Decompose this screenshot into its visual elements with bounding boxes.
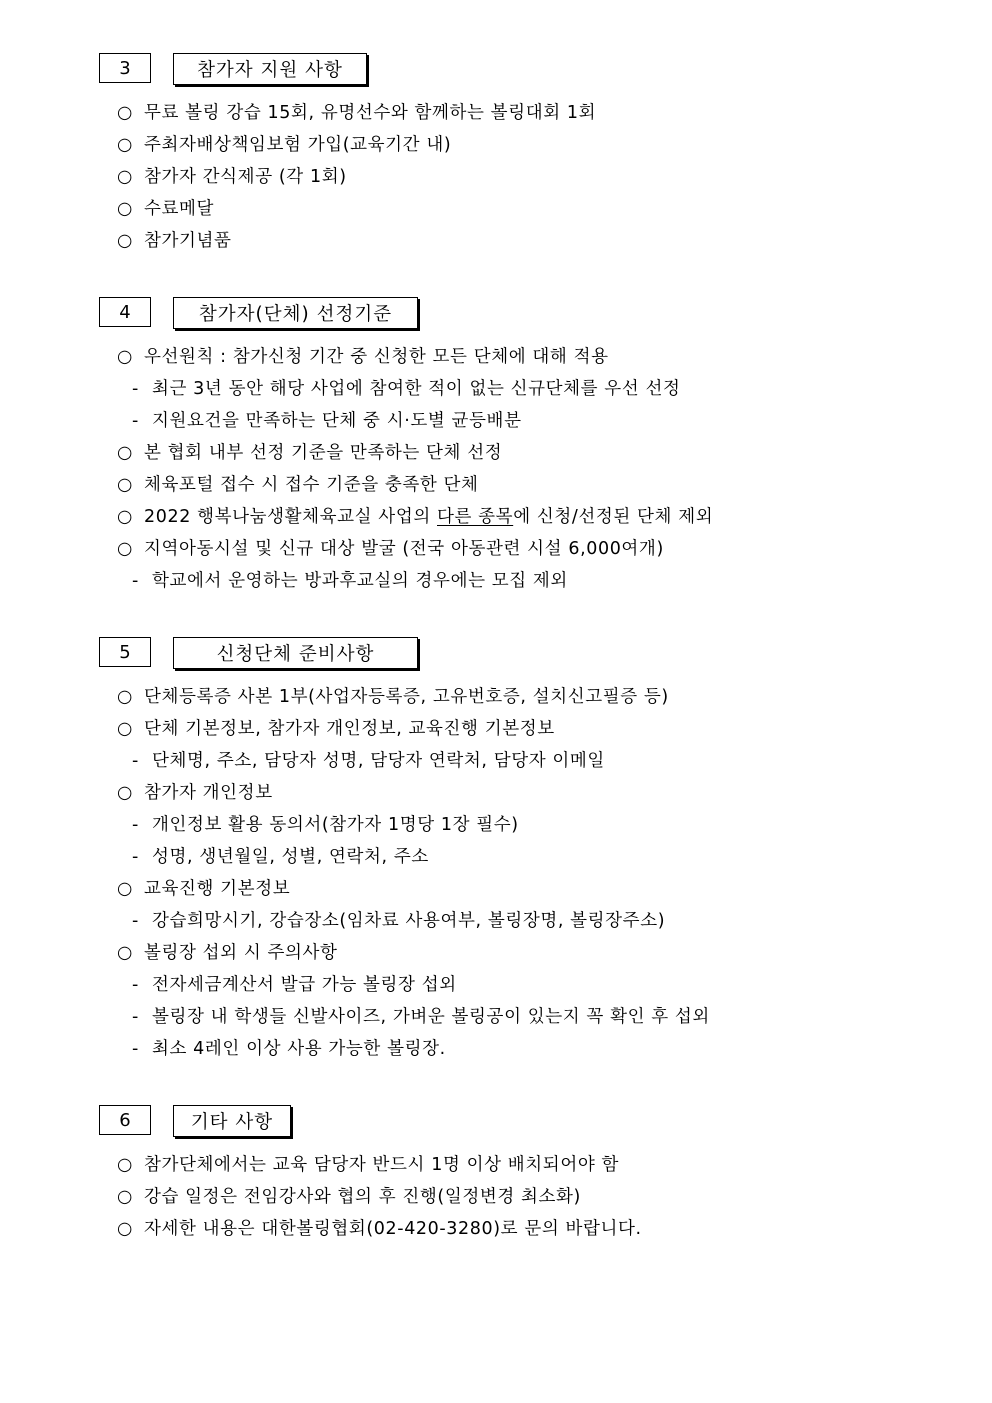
- circle-bullet-icon: ○: [117, 135, 133, 155]
- list-item: ○ 단체 기본정보, 참가자 개인정보, 교육진행 기본정보: [0, 713, 992, 745]
- dash-bullet-icon: -: [132, 751, 139, 771]
- section-items: [0, 1149, 992, 1245]
- section-title: 신청단체 준비사항: [173, 637, 418, 669]
- circle-bullet-icon: ○: [117, 719, 133, 739]
- circle-bullet-icon: ○: [117, 943, 133, 963]
- circle-bullet-icon: ○: [117, 1187, 133, 1207]
- list-item: ○ 우선원칙 : 참가신청 기간 중 신청한 모든 단체에 대해 적용: [0, 341, 992, 373]
- underlined-text: 다른 종목: [437, 507, 514, 527]
- circle-bullet-icon: ○: [117, 539, 133, 559]
- section-3: [0, 53, 992, 257]
- list-sub-item: - 학교에서 운영하는 방과후교실의 경우에는 모집 제외: [0, 565, 992, 597]
- dash-bullet-icon: -: [132, 975, 139, 995]
- section-header: [0, 297, 992, 331]
- list-sub-item: - 최근 3년 동안 해당 사업에 참여한 적이 없는 신규단체를 우선 선정: [0, 373, 992, 405]
- section-6: [0, 1105, 992, 1245]
- circle-bullet-icon: ○: [117, 443, 133, 463]
- circle-bullet-icon: ○: [117, 507, 133, 527]
- list-sub-item: - 전자세금계산서 발급 가능 볼링장 섭외: [0, 969, 992, 1001]
- list-item: ○ 자세한 내용은 대한볼링협회(02-420-3280)로 문의 바랍니다.: [0, 1213, 992, 1245]
- list-item: ○ 무료 볼링 강습 15회, 유명선수와 함께하는 볼링대회 1회: [0, 97, 992, 129]
- dash-bullet-icon: -: [132, 815, 139, 835]
- section-5: [0, 637, 992, 1065]
- list-item: ○ 체육포털 접수 시 접수 기준을 충족한 단체: [0, 469, 992, 501]
- list-item: ○ 참가자 개인정보: [0, 777, 992, 809]
- circle-bullet-icon: ○: [117, 475, 133, 495]
- section-number: 6: [99, 1105, 151, 1135]
- list-item: ○ 교육진행 기본정보: [0, 873, 992, 905]
- circle-bullet-icon: ○: [117, 1155, 133, 1175]
- section-4: [0, 297, 992, 597]
- dash-bullet-icon: -: [132, 379, 139, 399]
- section-title: 참가자(단체) 선정기준: [173, 297, 418, 329]
- section-header: [0, 637, 992, 671]
- list-sub-item: - 강습희망시기, 강습장소(임차료 사용여부, 볼링장명, 볼링장주소): [0, 905, 992, 937]
- list-item: ○ 2022 행복나눔생활체육교실 사업의 다른 종목에 신청/선정된 단체 제외: [0, 501, 992, 533]
- list-sub-item: - 성명, 생년월일, 성별, 연락처, 주소: [0, 841, 992, 873]
- list-item: ○ 지역아동시설 및 신규 대상 발굴 (전국 아동관련 시설 6,000여개): [0, 533, 992, 565]
- list-item: ○ 주최자배상책임보험 가입(교육기간 내): [0, 129, 992, 161]
- section-number: 3: [99, 53, 151, 83]
- circle-bullet-icon: ○: [117, 231, 133, 251]
- list-item: ○ 수료메달: [0, 193, 992, 225]
- section-items: [0, 341, 992, 597]
- circle-bullet-icon: ○: [117, 347, 133, 367]
- list-sub-item: - 최소 4레인 이상 사용 가능한 볼링장.: [0, 1033, 992, 1065]
- circle-bullet-icon: ○: [117, 687, 133, 707]
- list-item: ○ 강습 일정은 전임강사와 협의 후 진행(일정변경 최소화): [0, 1181, 992, 1213]
- section-number: 5: [99, 637, 151, 667]
- list-item: ○ 참가기념품: [0, 225, 992, 257]
- list-item: ○ 본 협회 내부 선정 기준을 만족하는 단체 선정: [0, 437, 992, 469]
- dash-bullet-icon: -: [132, 911, 139, 931]
- circle-bullet-icon: ○: [117, 1219, 133, 1239]
- list-item: ○ 볼링장 섭외 시 주의사항: [0, 937, 992, 969]
- section-items: [0, 97, 992, 257]
- dash-bullet-icon: -: [132, 1007, 139, 1027]
- circle-bullet-icon: ○: [117, 199, 133, 219]
- section-header: [0, 53, 992, 87]
- section-title: 기타 사항: [173, 1105, 291, 1137]
- list-sub-item: - 단체명, 주소, 담당자 성명, 담당자 연락처, 담당자 이메일: [0, 745, 992, 777]
- list-item: ○ 참가단체에서는 교육 담당자 반드시 1명 이상 배치되어야 함: [0, 1149, 992, 1181]
- dash-bullet-icon: -: [132, 571, 139, 591]
- dash-bullet-icon: -: [132, 847, 139, 867]
- list-item: ○ 단체등록증 사본 1부(사업자등록증, 고유번호증, 설치신고필증 등): [0, 681, 992, 713]
- section-number: 4: [99, 297, 151, 327]
- list-sub-item: - 개인정보 활용 동의서(참가자 1명당 1장 필수): [0, 809, 992, 841]
- list-sub-item: - 볼링장 내 학생들 신발사이즈, 가벼운 볼링공이 있는지 꼭 확인 후 섭외: [0, 1001, 992, 1033]
- circle-bullet-icon: ○: [117, 103, 133, 123]
- list-item: ○ 참가자 간식제공 (각 1회): [0, 161, 992, 193]
- circle-bullet-icon: ○: [117, 879, 133, 899]
- circle-bullet-icon: ○: [117, 167, 133, 187]
- dash-bullet-icon: -: [132, 411, 139, 431]
- dash-bullet-icon: -: [132, 1039, 139, 1059]
- section-title: 참가자 지원 사항: [173, 53, 367, 85]
- section-header: [0, 1105, 992, 1139]
- circle-bullet-icon: ○: [117, 783, 133, 803]
- section-items: [0, 681, 992, 1065]
- list-sub-item: - 지원요건을 만족하는 단체 중 시·도별 균등배분: [0, 405, 992, 437]
